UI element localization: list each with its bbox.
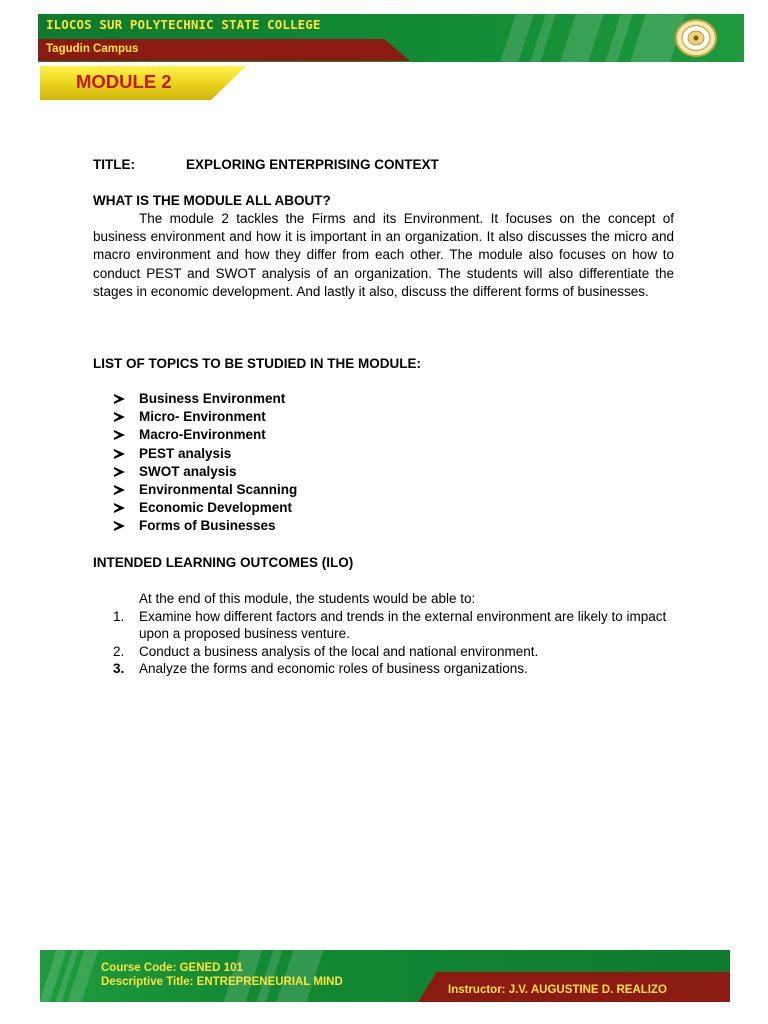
about-heading: WHAT IS THE MODULE ALL ABOUT? bbox=[93, 193, 331, 208]
topics-list bbox=[114, 390, 297, 536]
list-item: 3. Analyze the forms and economic roles of business organizations. bbox=[113, 661, 528, 677]
ilo-intro: At the end of this module, the students would be able to: bbox=[139, 591, 476, 606]
ilo-list bbox=[113, 608, 673, 678]
list-item: 2. Conduct a business analysis of the local and national environment. bbox=[113, 643, 539, 659]
arrow-bullet-icon bbox=[114, 503, 125, 513]
item-number: 1. bbox=[113, 609, 125, 624]
instructor-name: Instructor: J.V. AUGUSTINE D. REALIZO bbox=[448, 984, 667, 996]
list-item: Environmental Scanning bbox=[114, 481, 297, 499]
list-item: Business Environment bbox=[114, 390, 297, 408]
arrow-bullet-icon bbox=[114, 412, 125, 422]
about-paragraph: The module 2 tackles the Firms and its Environment. It focuses on the concept of business environment and how it is important in an organization. It also discusses the micro and macro environment and how they differ from each other. The module also focuses on how to conduct PEST and SWOT analysis of an organization. The students will also differentiate the stages in economic development. And lastly it also, discuss the different forms of businesses. bbox=[93, 211, 674, 299]
list-item: 1. Examine how different factors and trends in the external environment are likely to impact upon a proposed business venture. bbox=[113, 609, 667, 642]
list-item: Economic Development bbox=[114, 499, 297, 517]
campus-name: Tagudin Campus bbox=[46, 43, 139, 55]
arrow-bullet-icon bbox=[114, 449, 125, 459]
item-number: 2. bbox=[113, 643, 125, 659]
arrow-bullet-icon bbox=[114, 467, 125, 477]
course-code: Course Code: GENED 101 bbox=[101, 962, 243, 974]
college-name: ILOCOS SUR POLYTECHNIC STATE COLLEGE bbox=[46, 17, 321, 32]
list-item: PEST analysis bbox=[114, 445, 297, 463]
ilo-heading: INTENDED LEARNING OUTCOMES (ILO) bbox=[93, 555, 354, 570]
college-seal-icon bbox=[674, 18, 718, 58]
arrow-bullet-icon bbox=[114, 430, 125, 440]
arrow-bullet-icon bbox=[114, 485, 125, 495]
item-number: 3. bbox=[113, 661, 125, 677]
list-item: Micro- Environment bbox=[114, 408, 297, 426]
title-label: TITLE: bbox=[93, 157, 135, 172]
list-item: SWOT analysis bbox=[114, 463, 297, 481]
module-number: MODULE 2 bbox=[76, 71, 172, 92]
arrow-bullet-icon bbox=[114, 394, 125, 404]
list-item: Macro-Environment bbox=[114, 426, 297, 444]
module-title: EXPLORING ENTERPRISING CONTEXT bbox=[186, 157, 439, 172]
topics-heading: LIST OF TOPICS TO BE STUDIED IN THE MODULE: bbox=[93, 356, 422, 371]
list-item: Forms of Businesses bbox=[114, 517, 297, 535]
descriptive-title: Descriptive Title: ENTREPRENEURIAL MIND bbox=[101, 976, 343, 988]
arrow-bullet-icon bbox=[114, 521, 125, 531]
